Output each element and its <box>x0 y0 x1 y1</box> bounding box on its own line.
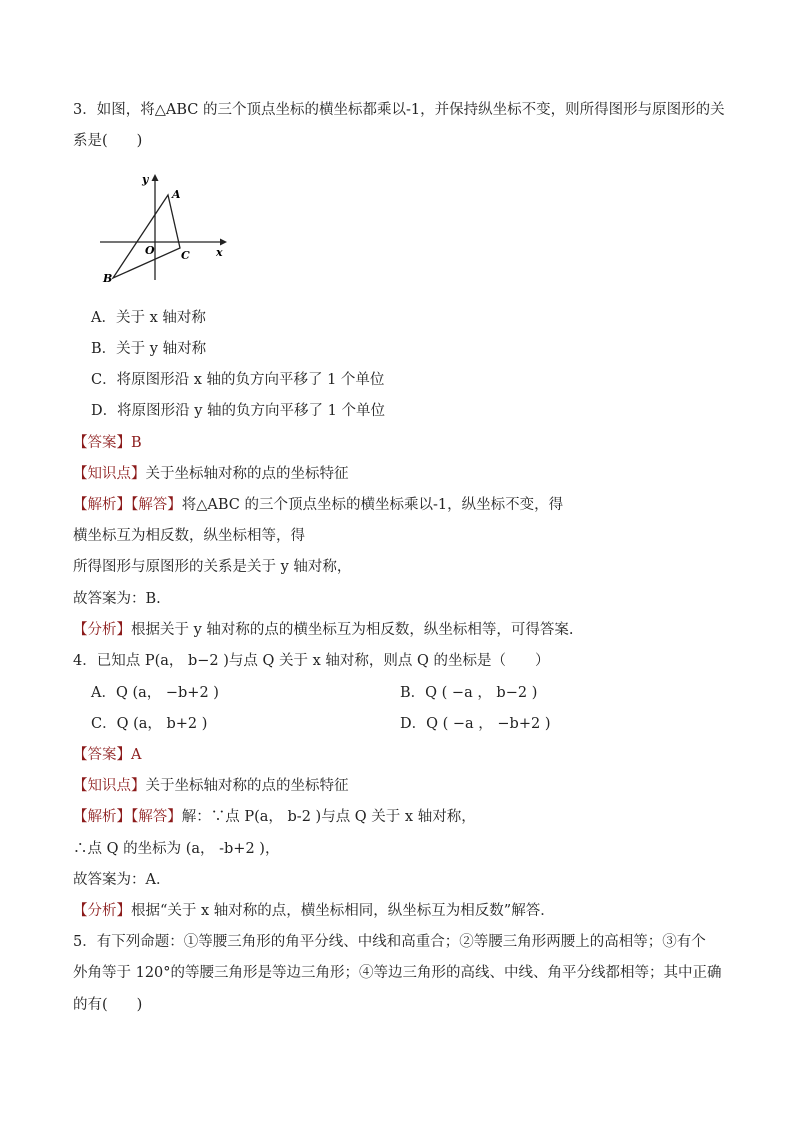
origin-label: O <box>145 244 155 257</box>
x-axis-arrow <box>220 239 227 246</box>
answer-tag: 【答案】 <box>73 747 131 763</box>
triangle-abc <box>113 195 180 278</box>
y-axis-label: y <box>142 173 149 186</box>
q4-option-b: B．Q ( −a ， b−2 ) <box>400 685 538 701</box>
q4-stem: 4．已知点 P(a， b−2 )与点 Q 关于 x 轴对称，则点 Q 的坐标是（ ） <box>73 653 550 669</box>
q3-fenxi <box>73 620 574 640</box>
analysis-text: 解：∵点 P(a， b-2 )与点 Q 关于 x 轴对称， <box>181 809 476 825</box>
q5-stem-line3: 的有( ) <box>73 997 143 1013</box>
q3-option-c: C．将原图形沿 x 轴的负方向平移了 1 个单位 <box>91 372 385 388</box>
q3-stem-line2: 系是( ) <box>73 133 143 149</box>
q4-fenxi <box>73 901 555 921</box>
q4-option-d: D．Q ( −a ， −b+2 ) <box>400 716 551 732</box>
analysis-text: 将△ABC 的三个顶点坐标的横坐标乘以-1，纵坐标不变，得 <box>181 497 564 513</box>
vertex-b-label: B <box>103 272 113 285</box>
answer-tag: 【答案】 <box>73 435 131 451</box>
q4-conclusion: 故答案为：A． <box>73 872 171 888</box>
q4-option-c: C．Q (a， b+2 ) <box>91 716 208 732</box>
kp-text: 关于坐标轴对称的点的坐标特征 <box>145 466 349 482</box>
analysis-tag: 【解析】【解答】 <box>73 809 182 825</box>
y-axis-arrow <box>152 174 159 181</box>
q4-analysis-line2: ∴点 Q 的坐标为 (a， -b+2 )， <box>73 841 280 857</box>
q5-stem-line2: 外角等于 120°的等腰三角形是等边三角形；④等边三角形的高线、中线、角平分线都相等；其中正确 <box>73 965 722 981</box>
q3-analysis-line1 <box>73 495 563 515</box>
kp-text: 关于坐标轴对称的点的坐标特征 <box>145 778 349 794</box>
q3-option-a: A．关于 x 轴对称 <box>91 310 206 326</box>
fenxi-text: 根据关于 y 轴对称的点的横坐标互为相反数，纵坐标相等，可得答案. <box>131 622 574 638</box>
x-axis-label: x <box>216 246 223 259</box>
q3-conclusion: 故答案为：B. <box>73 591 161 607</box>
q3-option-b: B．关于 y 轴对称 <box>91 341 207 357</box>
q5-stem-line1: 5．有下列命题：①等腰三角形的角平分线、中线和高重合；②等腰三角形两腰上的高相等；③有个 <box>73 934 706 950</box>
vertex-c-label: C <box>181 249 190 262</box>
q4-answer <box>73 745 141 765</box>
vertex-a-label: A <box>172 188 181 201</box>
answer-value: A <box>131 747 142 763</box>
fenxi-tag: 【分析】 <box>73 903 131 919</box>
q3-coordinate-figure <box>95 168 230 288</box>
kp-tag: 【知识点】 <box>73 778 146 794</box>
q3-stem-line1: 3．如图，将△ABC 的三个顶点坐标的横坐标都乘以-1，并保持纵坐标不变，则所得图形与原图形的关 <box>73 102 725 118</box>
q3-knowledge-point <box>73 464 349 484</box>
q4-analysis-line1 <box>73 807 476 827</box>
q4-knowledge-point <box>73 776 349 796</box>
fenxi-text: 根据“关于 x 轴对称的点，横坐标相同，纵坐标互为相反数”解答． <box>131 903 555 919</box>
answer-value: B <box>131 435 142 451</box>
q4-option-a: A．Q (a， −b+2 ) <box>91 685 219 701</box>
q3-option-d: D．将原图形沿 y 轴的负方向平移了 1 个单位 <box>91 403 385 419</box>
q3-answer <box>73 433 142 453</box>
fenxi-tag: 【分析】 <box>73 622 131 638</box>
kp-tag: 【知识点】 <box>73 466 146 482</box>
analysis-tag: 【解析】【解答】 <box>73 497 182 513</box>
q3-analysis-line3: 所得图形与原图形的关系是关于 y 轴对称， <box>73 559 352 575</box>
q3-analysis-line2: 横坐标互为相反数，纵坐标相等，得 <box>73 528 305 544</box>
